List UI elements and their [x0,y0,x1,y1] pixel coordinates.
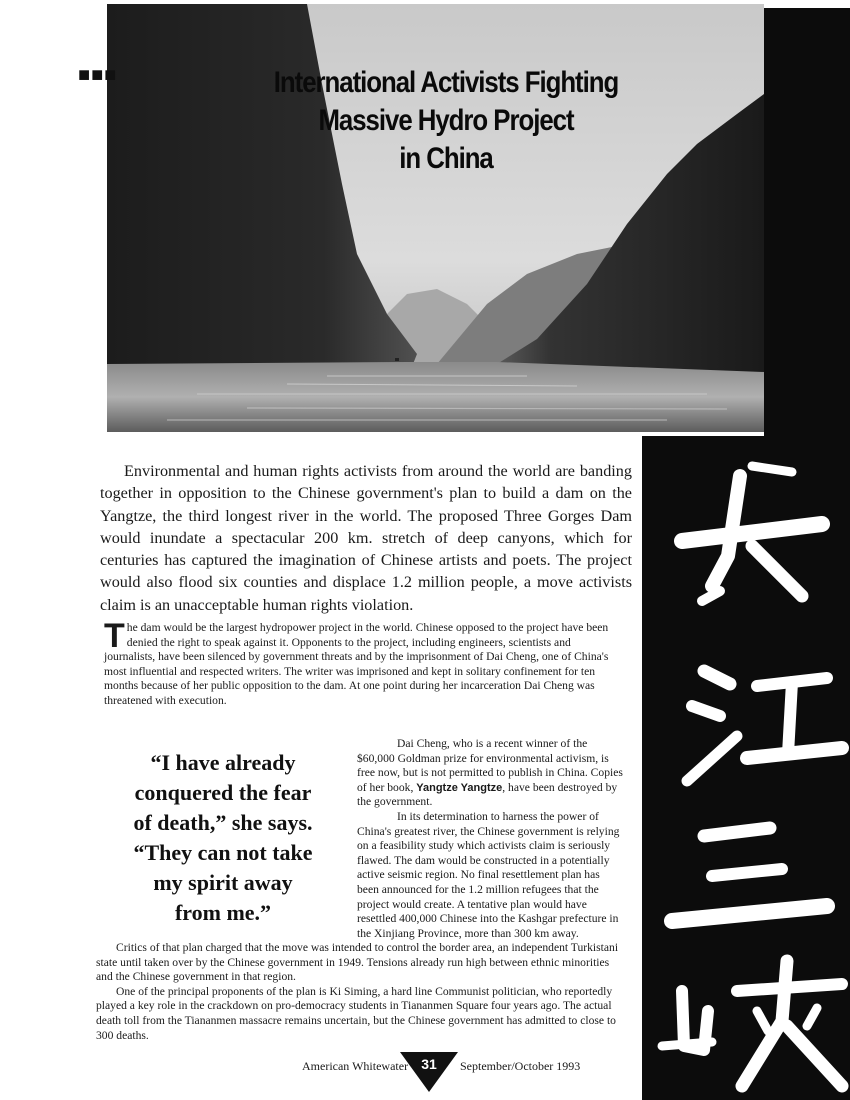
issue-date: September/October 1993 [460,1059,581,1073]
headline-line-2: Massive Hydro Project [318,104,574,137]
paragraph-2-text-b: , have been destroyed by the government. [357,780,618,809]
paragraph-1-text: he dam would be the largest hydropower project in the world. Chinese opposed to the project have been denied the right to speak against it. Opponents to the project, including engineers, scientists and journalists, have been silenced by government threats and by the imprisonment of Dai Cheng, one of China's most influential and respected writers. The writer was imprisoned and kept in solitary confinement for ten months because of her public opposition to the dam. At one point during her incarceration Dai Cheng was threatened with execution. [104,621,609,707]
pull-quote-line-1: “I have already [150,750,296,775]
pull-quote-line-2: conquered the fear [134,780,312,805]
ellipsis-ornament: ■■■ [78,64,118,86]
article-lead [100,460,632,616]
body-block-3 [96,941,626,1043]
paragraph-2 [357,737,624,810]
page-number: 31 [421,1056,437,1072]
publication-name: American Whitewater [302,1059,409,1073]
paragraph-1 [104,617,624,709]
drop-cap: T [104,617,125,655]
pull-quote-line-5: my spirit away [153,870,293,895]
body-block-1 [104,617,624,709]
headline-line-1: International Activists Fighting [273,66,619,99]
book-title: Yangtze Yangtze [416,781,503,794]
chinese-calligraphy [642,436,850,1100]
pull-quote-line-4: “They can not take [133,840,313,865]
black-sidebar-strip [764,8,850,436]
paragraph-5: One of the principal proponents of the plan is Ki Siming, a hard line Communist politician, who reportedly played a key role in the crackdown on pro-democracy students in Tiananmen Square four years ago. The actual death toll from the Tiananmen massacre remains uncertain, but the Chinese government has admitted to close to 300 deaths. [96,984,616,1042]
pull-quote [112,748,334,928]
headline-line-3: in China [399,142,493,175]
paragraph-2-text-a: Dai Cheng, who is a recent winner of the $60,000 Goldman prize for environmental activism, is free now, but is not permitted to publish in China. Copies of her book, [357,737,623,794]
article-headline [257,64,635,178]
pull-quote-line-3: of death,” she says. [133,810,313,835]
lead-paragraph: Environmental and human rights activists from around the world are banding together in opposition to the Chinese government's plan to build a dam on the Yangtze, the third longest river in the world. The proposed Three Gorges Dam would inundate a spectacular 200 km. stretch of deep canyons, which for centuries has captured the imagination of Chinese artists and poets. The project would also flood six counties and displace 1.2 million people, a move activists claim is an unacceptable human rights violation. [100,462,632,614]
body-column-right [357,737,624,941]
paragraph-4: Critics of that plan charged that the move was intended to control the border area, an independent Turkistani state until taken over by the Chinese government in 1949. Tensions already run high between ethnic minorities and the Chinese government in that region. [96,941,619,984]
pull-quote-line-6: from me.” [174,900,272,925]
paragraph-3: In its determination to harness the power of China's greatest river, the Chinese government is relying on a feasibility study which activists claim is seriously flawed. The dam would be constructed in a potentially active seismic region. No final resettlement plan has been announced for the 1.2 million refugees that the project would create. A tentative plan would have resettled 400,000 Chinese into the Kashgar prefecture in the Xinjiang Province, more than 300 km away. [357,809,620,940]
